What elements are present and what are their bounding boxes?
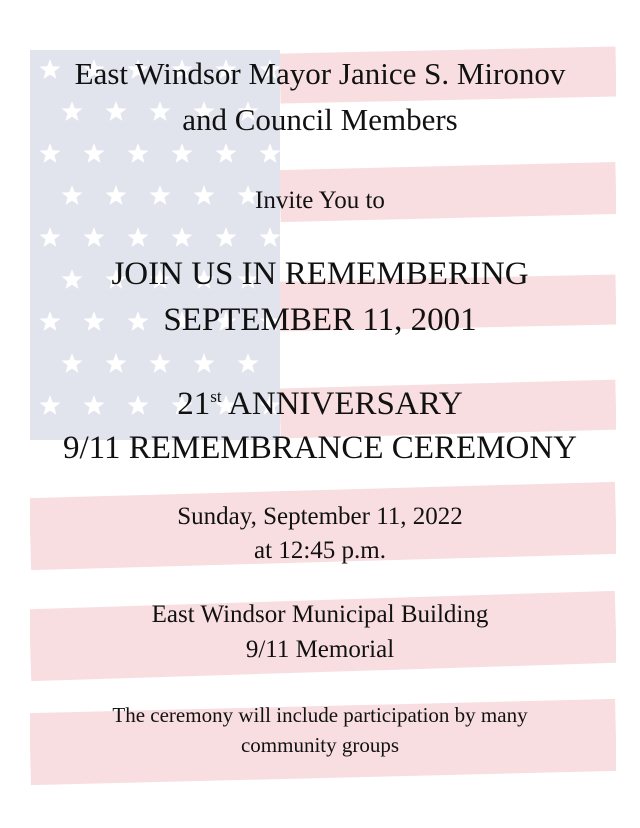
event-memorial: 9/11 Memorial [245, 636, 395, 663]
ceremony-title: 9/11 REMEMBRANCE CEREMONY [63, 430, 577, 466]
event-location: East Windsor Municipal Building [151, 601, 489, 628]
invite-text: Invite You to [255, 187, 385, 214]
note-line-1: The ceremony will include participation by many [112, 703, 528, 727]
note-line-2: community groups [240, 733, 400, 757]
headline-line-2: SEPTEMBER 11, 2001 [163, 302, 477, 338]
anniversary-word: ANNIVERSARY [221, 386, 463, 422]
headline-line-1: JOIN US IN REMEMBERING [111, 256, 529, 292]
event-date: Sunday, September 11, 2022 [177, 503, 463, 530]
anniversary-title [0, 388, 640, 421]
host-line-2: and Council Members [182, 102, 458, 137]
host-line-1: East Windsor Mayor Janice S. Mironov [74, 56, 566, 91]
event-time: at 12:45 p.m. [254, 537, 386, 564]
anniversary-number: 21 [177, 386, 211, 422]
anniversary-suffix: st [210, 387, 222, 406]
